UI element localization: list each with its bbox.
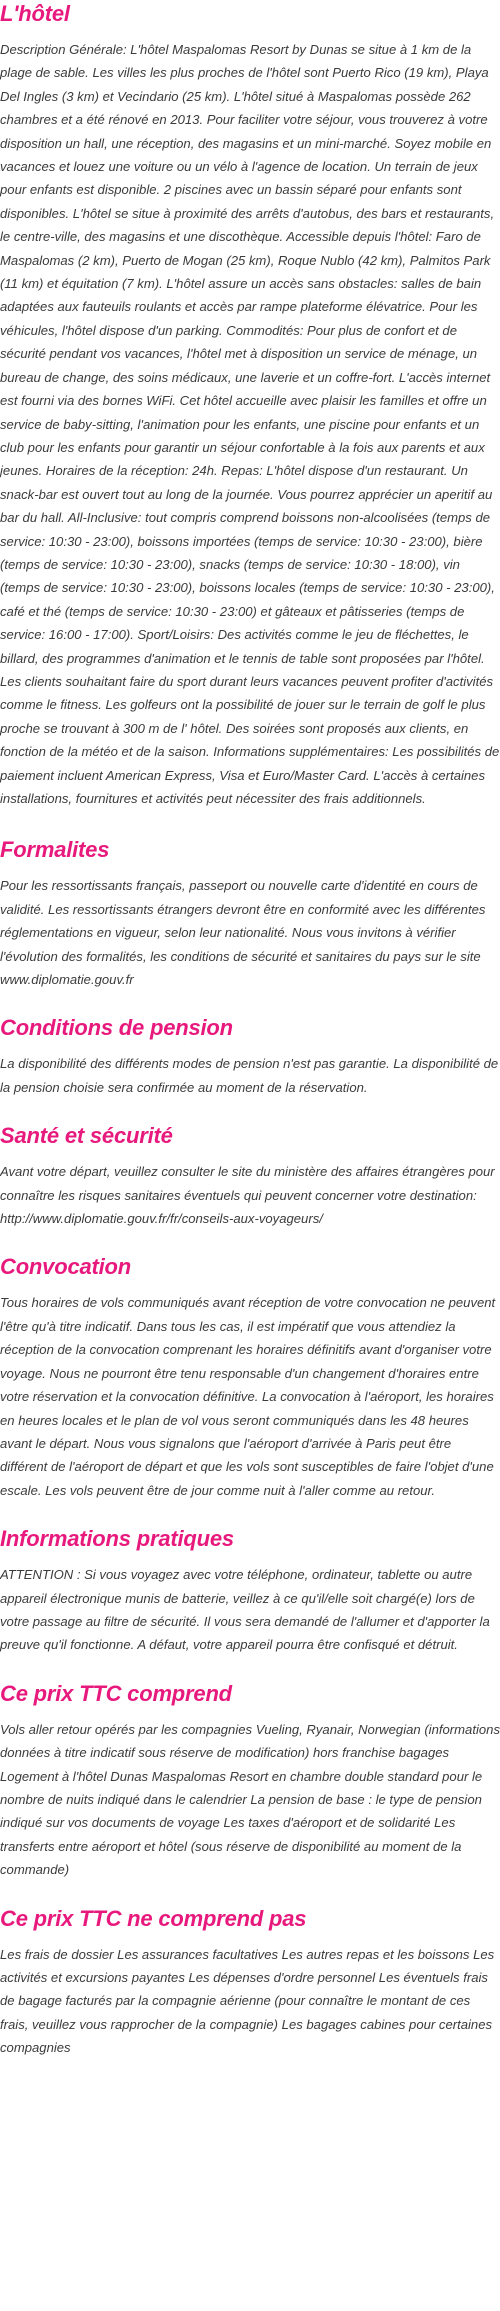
section-convocation bbox=[0, 1253, 500, 1502]
section-title-prix-comprend: Ce prix TTC comprend bbox=[0, 1680, 232, 1706]
section-prix-comprend bbox=[0, 1680, 500, 1882]
section-prix-ne-comprend bbox=[0, 1905, 500, 2060]
section-body-conditions-pension: La disponibilité des différents modes de pension n'est pas garantie. La disponibilité de la pension choisie sera confirmée au moment de la réservation. bbox=[0, 1056, 499, 1095]
section-title-sante-securite: Santé et sécurité bbox=[0, 1123, 173, 1149]
section-body-prix-ne-comprend: Les frais de dossier Les assurances facultatives Les autres repas et les boissons Les activités et excursions payantes Les dépenses d'ordre personnel Les éventuels frais de bagage facturés par la compagnie aérienne (pour connaître le montant de ces frais, veuillez vous rapprocher de la compagnie) Les bagages cabines pour certaines compagnies bbox=[0, 1946, 495, 2056]
section-conditions-pension bbox=[0, 1014, 500, 1099]
section-title-prix-ne-comprend: Ce prix TTC ne comprend pas bbox=[0, 1905, 307, 1931]
section-body-convocation: Tous horaires de vols communiqués avant réception de votre convocation ne peuvent l'être qu'à titre indicatif. Dans tous les cas, il est impératif que vous attendiez la réception de la convocation comprenant les horaires définitifs avant d'organiser votre voyage. Nous ne pourront être tenu responsable d'un changement d'horaires entre votre réservation et la convocation définitive. La convocation à l'aéroport, les horaires en heures locales et le plan de vol vous seront communiqués dans les 48 heures avant le départ. Nous vous signalons que l'aéroport d'arrivée à Paris peut être différent de l'aéroport de départ et que les vols sont susceptibles de faire l'objet d'une escale. Les vols peuvent être de jour comme nuit à l'aller comme au retour. bbox=[0, 1295, 496, 1498]
section-title-informations-pratiques: Informations pratiques bbox=[0, 1526, 234, 1552]
section-body-sante-securite: Avant votre départ, veuillez consulter le site du ministère des affaires étrangères pour connaître les risques sanitaires éventuels qui peuvent concerner votre destination: http://www.diplomatie.gouv.fr/fr/conseils-aux-voyageurs/ bbox=[0, 1164, 495, 1227]
section-sante-securite bbox=[0, 1122, 500, 1230]
section-title-conditions-pension: Conditions de pension bbox=[0, 1015, 233, 1041]
section-body-formalites: Pour les ressortissants français, passeport ou nouvelle carte d'identité en cours de validité. Les ressortissants étrangers devront être en conformité avec les différentes réglementations en vigueur, selon leur nationalité. Nous vous invitons à vérifier l'évolution des formalités, les conditions de sécurité et sanitaires du pays sur le site www.diplomatie.gouv.fr bbox=[0, 878, 486, 988]
section-informations-pratiques bbox=[0, 1525, 500, 1657]
section-hotel bbox=[0, 0, 500, 810]
section-title-formalites: Formalites bbox=[0, 837, 110, 863]
section-title-convocation: Convocation bbox=[0, 1254, 132, 1280]
section-body-informations-pratiques: ATTENTION : Si vous voyagez avec votre téléphone, ordinateur, tablette ou autre appareil électronique munis de batterie, veillez à ce qu'il/elle soit chargé(e) lors de votre passage au filtre de sécurité. Il vous sera demandé de l'allumer et d'apporter la preuve qu'il fonctionne. A défaut, votre appareil pourra être confisqué et détruit. bbox=[0, 1567, 490, 1653]
section-body-hotel: Description Générale: L'hôtel Maspalomas Resort by Dunas se situe à 1 km de la plage de sable. Les villes les plus proches de l'hôtel sont Puerto Rico (19 km), Playa Del Ingles (3 km) et Vecindario (25 km). L'hôtel situé à Maspalomas possède 262 chambres et a été rénové en 2013. Pour faciliter votre séjour, vous trouverez à votre disposition un hall, une réception, des magasins et un mini-marché. Soyez mobile en vacances et louez une voiture ou un vélo à l'agence de location. Un terrain de jeux pour enfants est disponible. 2 piscines avec un bassin séparé pour enfants sont disponibles. L'hôtel se situe à proximité des arrêts d'autobus, des bars et restaurants, le centre-ville, des magasins et une discothèque. Accessible depuis l'hôtel: Faro de Maspalomas (2 km), Puerto de Mogan (25 km), Roque Nublo (42 km), Palmitos Park (11 km) et équitation (7 km). L'hôtel assure un accès sans obstacles: salles de bain adaptées aux fauteuils roulants et accès par rampe plateforme élévatrice. Pour les véhicules, l'hôtel dispose d'un parking. Commodités: Pour plus de confort et de sécurité pendant vos vacances, l'hôtel met à disposition un service de ménage, un bureau de change, des soins médicaux, une laverie et un coffre-fort. L'accès internet est fourni via des bornes WiFi. Cet hôtel accueille avec plaisir les familles et offre un service de baby-sitting, l'animation pour les enfants, une piscine pour enfants et un club pour les enfants pour garantir un séjour confortable à la fois aux parents et aux jeunes. Horaires de la réception: 24h. Repas: L'hôtel dispose d'un restaurant. Un snack-bar est ouvert tout au long de la journée. Vous pourrez apprécier un aperitif au bar du hall. All-Inclusive: tout compris comprend boissons non-alcoolisées (temps de service: 10:30 - 23:00), boissons importées (temps de service: 10:30 - 23:00), bière (temps de service: 10:30 - 23:00), snacks (temps de service: 10:30 - 18:00), vin (temps de service: 10:30 - 23:00), boissons locales (temps de service: 10:30 - 23:00), café et thé (temps de service: 10:30 - 23:00) et gâteaux et pâtisseries (temps de service: 16:00 - 17:00). Sport/Loisirs: Des activités comme le jeu de fléchettes, le billard, des programmes d'animation et le tennis de table sont proposées par l'hôtel. Les clients souhaitant faire du sport durant leurs vacances peuvent profiter d'activités comme le fitness. Les golfeurs ont la possibilité de jouer sur le terrain de golf le plus proche se trouvant à 300 m de l' hôtel. Des soirées sont proposés aux clients, en fonction de la météo et de la saison. Informations supplémentaires: Les possibilités de paiement incluent American Express, Visa et Euro/Master Card. L'accès à certaines installations, fournitures et activités peut nécessiter des frais additionnels. bbox=[0, 42, 500, 806]
section-formalites bbox=[0, 836, 500, 991]
section-body-prix-comprend: Vols aller retour opérés par les compagnies Vueling, Ryanair, Norwegian (informations données à titre indicatif sous réserve de modification) hors franchise bagages Logement à l'hôtel Dunas Maspalomas Resort en chambre double standard pour le nombre de nuits indiqué dans le calendrier La pension de base : le type de pension indiqué sur vos documents de voyage Les taxes d'aéroport et de solidarité Les transferts entre aéroport et hôtel (sous réserve de disponibilité au moment de la commande) bbox=[0, 1721, 500, 1878]
section-title-hotel: L'hôtel bbox=[0, 1, 70, 26]
